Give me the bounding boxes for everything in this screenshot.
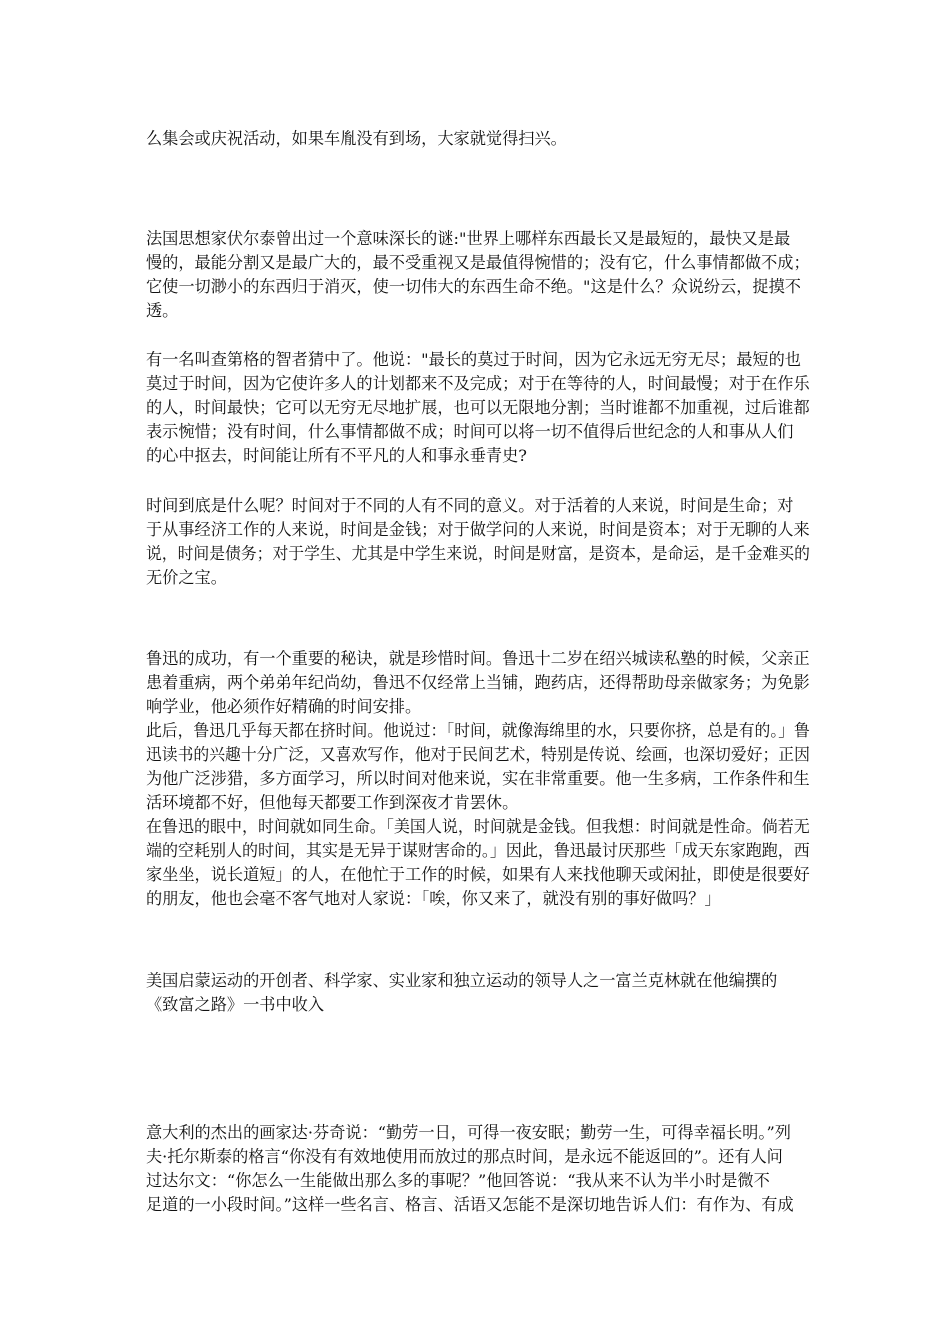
text-line: 为他广泛涉猎，多方面学习，所以时间对他来说，实在非常重要。他一生多病，工作条件和生 <box>146 769 810 788</box>
text-line: 端的空耗别人的时间，其实是无异于谋财害命的。」因此，鲁迅最讨厌那些「成天东家跑跑，西 <box>146 841 810 860</box>
text-line: 过达尔文：“你怎么一生能做出那么多的事呢？”他回答说：“我从来不认为半小时是微不 <box>146 1171 770 1190</box>
text-line: 鲁迅的成功，有一个重要的秘诀，就是珍惜时间。鲁迅十二岁在绍兴城读私塾的时候，父亲正 <box>146 649 810 668</box>
text-line: 活环境都不好，但他每天都要工作到深夜才肯罢休。 <box>146 793 519 812</box>
text-line: 响学业，他必须作好精确的时间安排。 <box>146 697 422 716</box>
text-line: 表示惋惜；没有时间，什么事情都做不成；时间可以将一切不值得后世纪念的人和事从人们 <box>146 422 794 441</box>
text-line: 有一名叫查第格的智者猜中了。他说："最长的莫过于时间，因为它永远无穷无尽；最短的也 <box>146 350 801 369</box>
text-line: 迅读书的兴趣十分广泛，又喜欢写作，他对于民间艺术，特别是传说、绘画，也深切爱好；正因 <box>146 745 810 764</box>
text-line: 莫过于时间，因为它使许多人的计划都来不及完成；对于在等待的人，时间最慢；对于在作乐 <box>146 374 810 393</box>
text-line: 透。 <box>146 301 179 320</box>
text-line: 的朋友，他也会毫不客气地对人家说：「唉，你又来了，就没有别的事好做吗？」 <box>146 889 721 908</box>
paragraph-1 <box>146 127 810 151</box>
text-line: 在鲁迅的眼中，时间就如同生命。「美国人说，时间就是金钱。但我想：时间就是性命。倘若无 <box>146 817 810 836</box>
text-line: 夫·托尔斯泰的格言“你没有有效地使用而放过的那点时间，是永远不能返回的”。还有人问 <box>146 1147 783 1166</box>
text-line: 的人，时间最快；它可以无穷无尽地扩展，也可以无限地分割；当时谁都不加重视，过后谁都 <box>146 398 810 417</box>
text-line: 时间到底是什么呢？时间对于不同的人有不同的意义。对于活着的人来说，时间是生命；对 <box>146 496 794 515</box>
text-line: 说，时间是债务；对于学生、尤其是中学生来说，时间是财富，是资本，是命运，是千金难买的 <box>146 544 810 563</box>
text-line: 的心中抠去，时间能让所有不平凡的人和事永垂青史? <box>146 446 527 465</box>
text-line: 慢的，最能分割又是最广大的，最不受重视又是最值得惋惜的；没有它，什么事情都做不成； <box>146 253 810 272</box>
paragraph-3 <box>146 348 810 468</box>
paragraph-6 <box>146 969 810 1017</box>
paragraph-2 <box>146 227 810 323</box>
text-line: 意大利的杰出的画家达·芬奇说：“勤劳一日，可得一夜安眠；勤劳一生，可得幸福长明。”列 <box>146 1123 791 1142</box>
text-line: 么集会或庆祝活动，如果车胤没有到场，大家就觉得扫兴。 <box>146 129 567 148</box>
text-line: 法国思想家伏尔泰曾出过一个意味深长的谜:"世界上哪样东西最长又是最短的，最快又是最 <box>146 229 791 248</box>
paragraph-4 <box>146 494 810 590</box>
text-line: 足道的一小段时间。”这样一些名言、格言、活语又怎能不是深切地告诉人们：有作为、有成 <box>146 1195 794 1214</box>
text-line: 无价之宝。 <box>146 568 227 587</box>
paragraph-7 <box>146 1121 810 1217</box>
text-line: 《致富之路》一书中收入 <box>146 995 325 1014</box>
text-line: 它使一切渺小的东西归于消灭，使一切伟大的东西生命不绝。"这是什么？众说纷云，捉摸不 <box>146 277 801 296</box>
paragraph-5 <box>146 647 810 911</box>
text-line: 美国启蒙运动的开创者、科学家、实业家和独立运动的领导人之一富兰克林就在他编撰的 <box>146 971 778 990</box>
text-line: 家坐坐，说长道短」的人，在他忙于工作的时候，如果有人来找他聊天或闲扯，即使是很要好 <box>146 865 810 884</box>
text-line: 此后，鲁迅几乎每天都在挤时间。他说过：「时间，就像海绵里的水，只要你挤，总是有的。」鲁 <box>146 721 810 740</box>
text-line: 患着重病，两个弟弟年纪尚幼，鲁迅不仅经常上当铺，跑药店，还得帮助母亲做家务；为免影 <box>146 673 810 692</box>
text-line: 于从事经济工作的人来说，时间是金钱；对于做学问的人来说，时间是资本；对于无聊的人来 <box>146 520 810 539</box>
